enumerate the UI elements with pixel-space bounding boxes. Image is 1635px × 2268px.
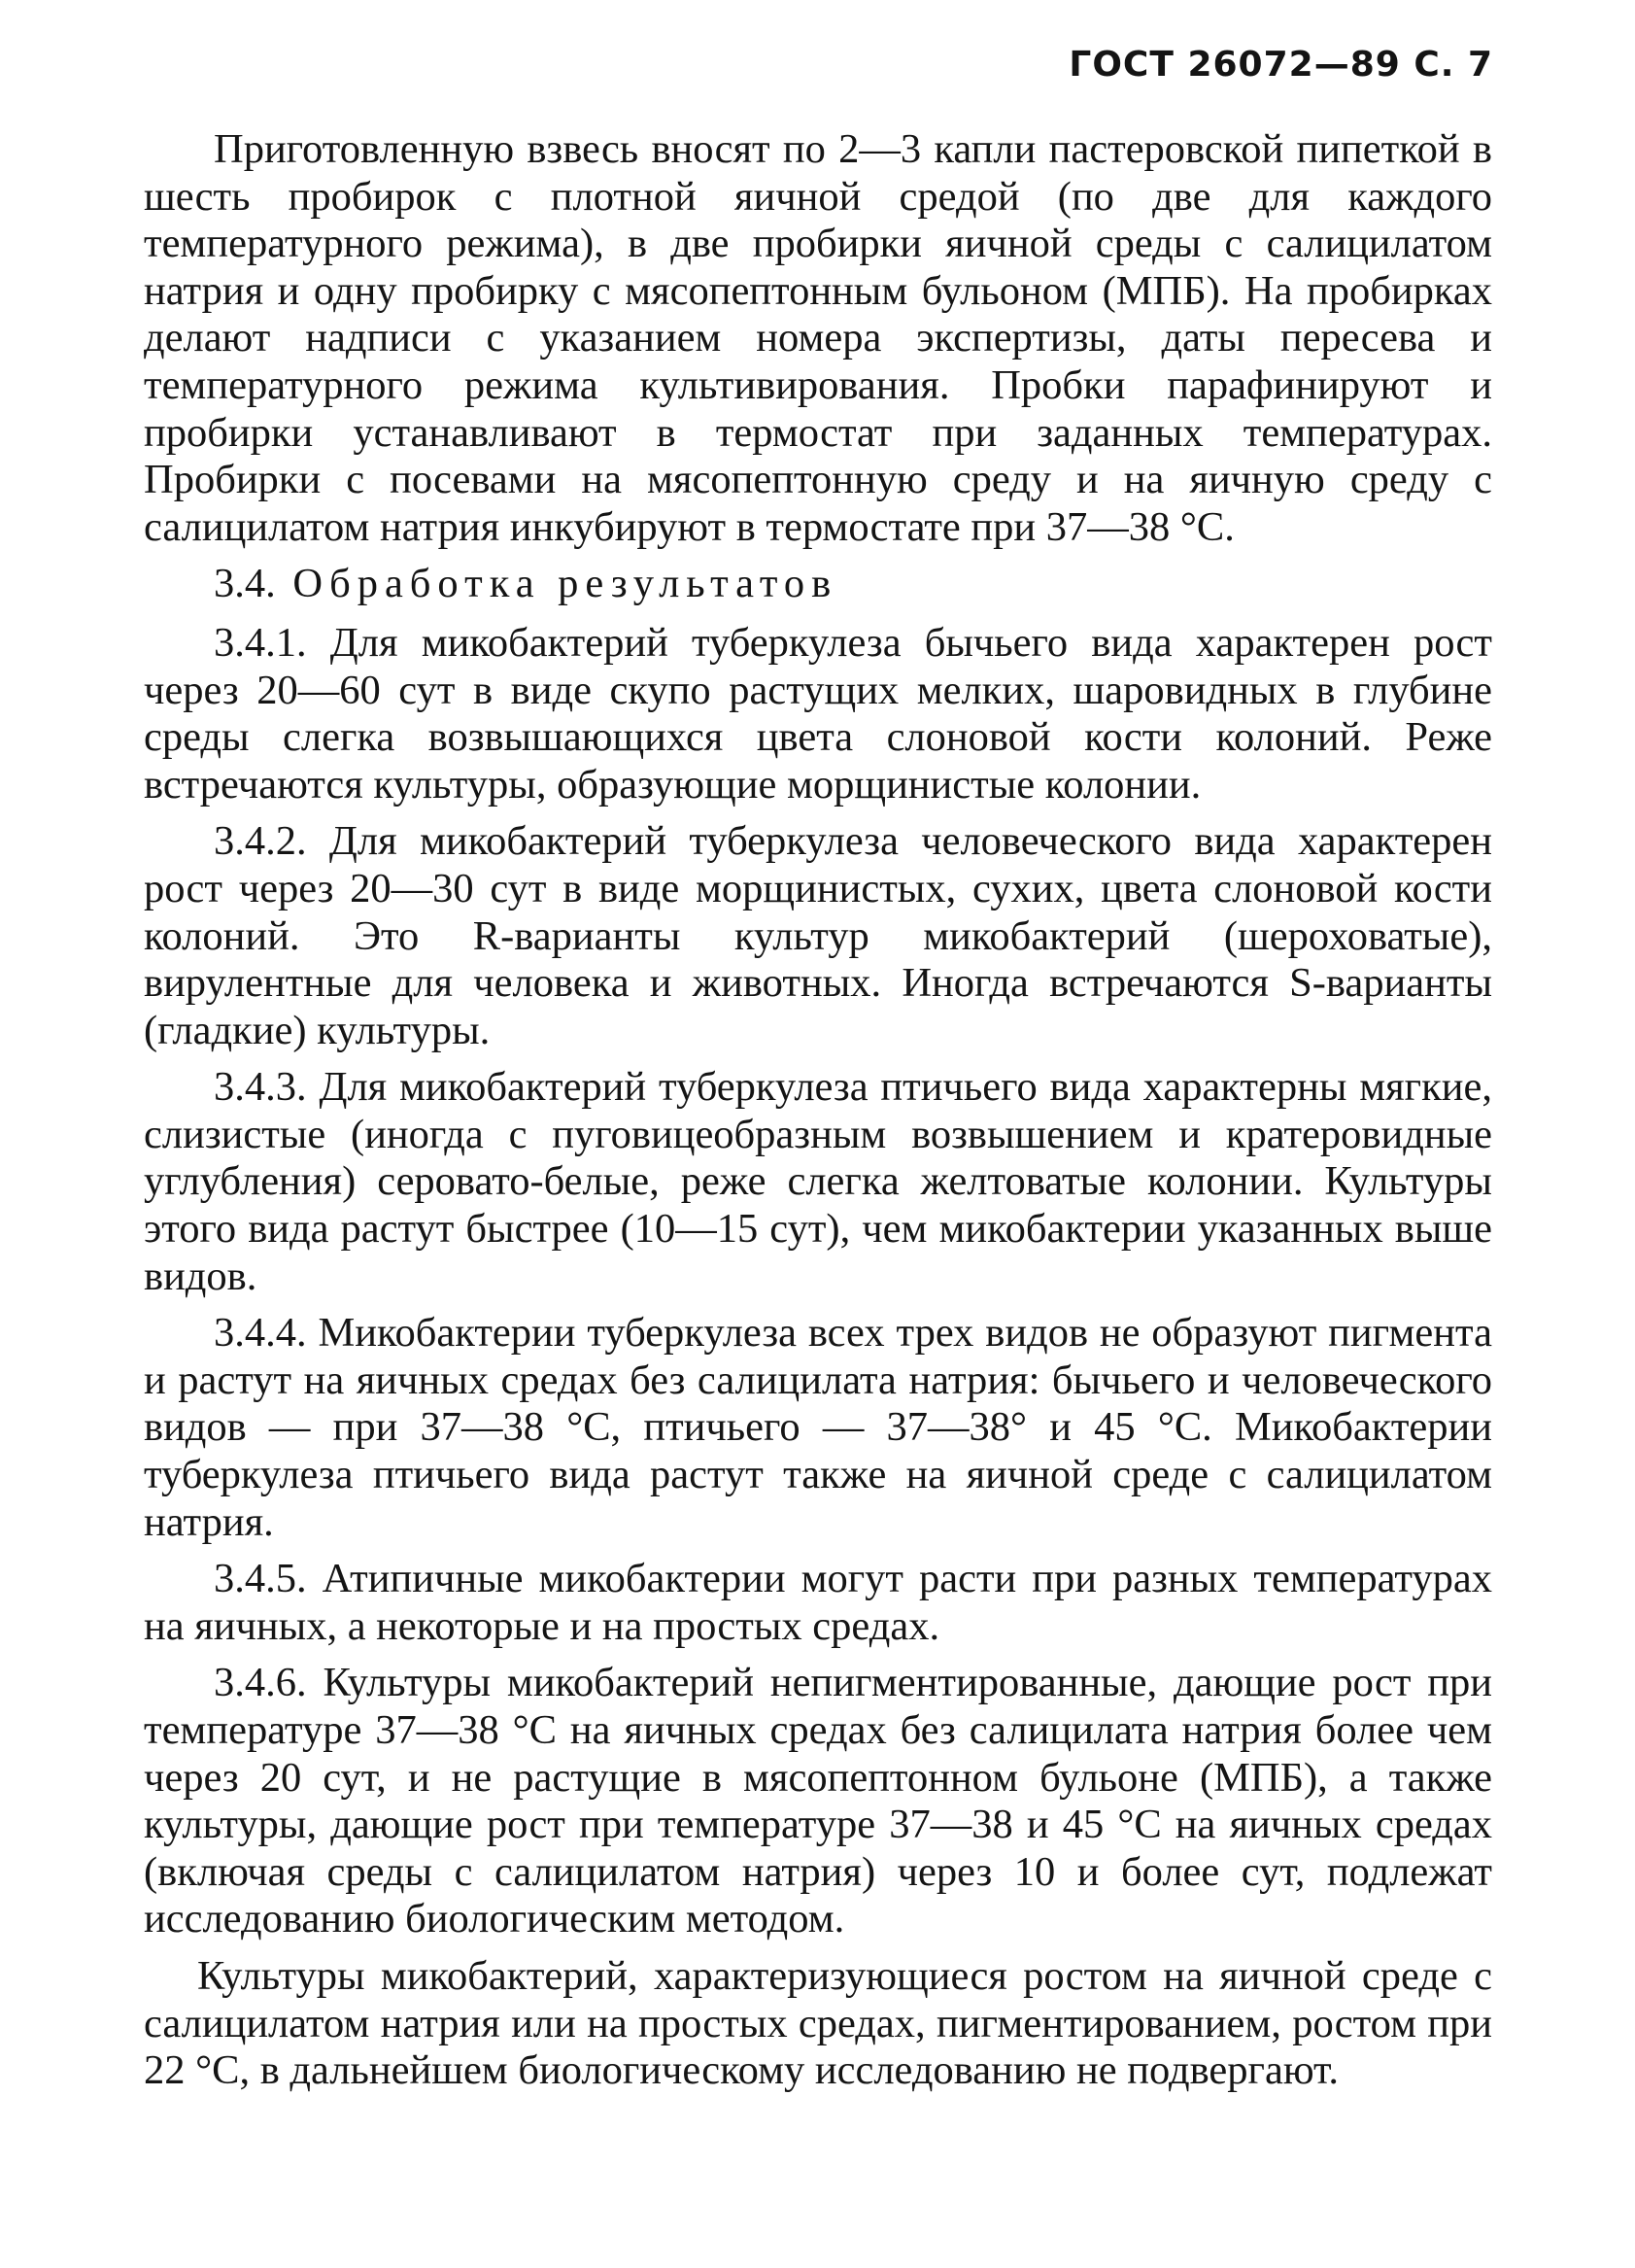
paragraph-3-4-2: 3.4.2. Для микобактерий туберкулеза человеческого вида характерен рост через 20—30 сут в виде морщинистых, сухих, цвета слоновой кости колоний. Это R-варианты культур микобактерий (шероховатые), вирулентные для человека и животных. Иногда встречаются S-варианты (гладкие) культуры. (144, 818, 1492, 1053)
section-heading-number: 3.4. (214, 561, 276, 607)
paragraph-3-4-5: 3.4.5. Атипичные микобактерии могут расти при разных температурах на яичных, а некоторые и на простых средах. (144, 1556, 1492, 1649)
paragraph-closing-note: Культуры микобактерий, характеризующиеся ростом на яичной среде с салицилатом натрия или на простых средах, пигментированием, ростом при 22 °С, в дальнейшем биологическому исследованию не подвергают. (144, 1952, 1492, 2094)
paragraph-3-4-1: 3.4.1. Для микобактерий туберкулеза бычьего вида характерен рост через 20—60 сут в виде скупо растущих мелких, шаровидных в глубине среды слегка возвышающихся цвета слоновой кости колоний. Реже встречаются культуры, образующие морщинистые колонии. (144, 619, 1492, 808)
section-heading-3-4 (144, 561, 1492, 608)
section-heading-title: Обработка результатов (292, 561, 838, 607)
paragraph-3-4-3: 3.4.3. Для микобактерий туберкулеза птичьего вида характерны мягкие, слизистые (иногда с пуговицеобразным возвышением и кратеровидные углубления) серовато-белые, реже слегка желтоватые колонии. Культуры этого вида растут быстрее (10—15 сут), чем микобактерии указанных выше видов. (144, 1064, 1492, 1299)
paragraph-sample-inoculation: Приготовленную взвесь вносят по 2—3 капли пастеровской пипеткой в шесть пробирок с плотной яичной средой (по две для каждого температурного режима), в две пробирки яичной среды с салицилатом натрия и одну пробирку с мясопептонным бульоном (МПБ). На пробирках делают надписи с указанием номера экспертизы, даты пересева и температурного режима культивирования. Пробки парафинируют и пробирки устанавливают в термостат при заданных температурах. Пробирки с посевами на мясопептонную среду и на яичную среду с салицилатом натрия инкубируют в термостате при 37—38 °С. (144, 126, 1492, 550)
paragraph-3-4-6: 3.4.6. Культуры микобактерий непигментированные, дающие рост при температуре 37—38 °С на яичных средах без салицилата натрия более чем через 20 сут, и не растущие в мясопептонном бульоне (МПБ), а также культуры, дающие рост при температуре 37—38 и 45 °С на яичных средах (включая среды с салицилатом натрия) через 10 и более сут, подлежат исследованию биологическим методом. (144, 1660, 1492, 1942)
paragraph-3-4-4: 3.4.4. Микобактерии туберкулеза всех трех видов не образуют пигмента и растут на яичных средах без салицилата натрия: бычьего и человеческого видов — при 37—38 °С, птичьего — 37—38° и 45 °С. Микобактерии туберкулеза птичьего вида растут также на яичной среде с салицилатом натрия. (144, 1310, 1492, 1545)
body-text (144, 126, 1492, 2105)
running-header: ГОСТ 26072—89 С. 7 (1069, 45, 1493, 85)
